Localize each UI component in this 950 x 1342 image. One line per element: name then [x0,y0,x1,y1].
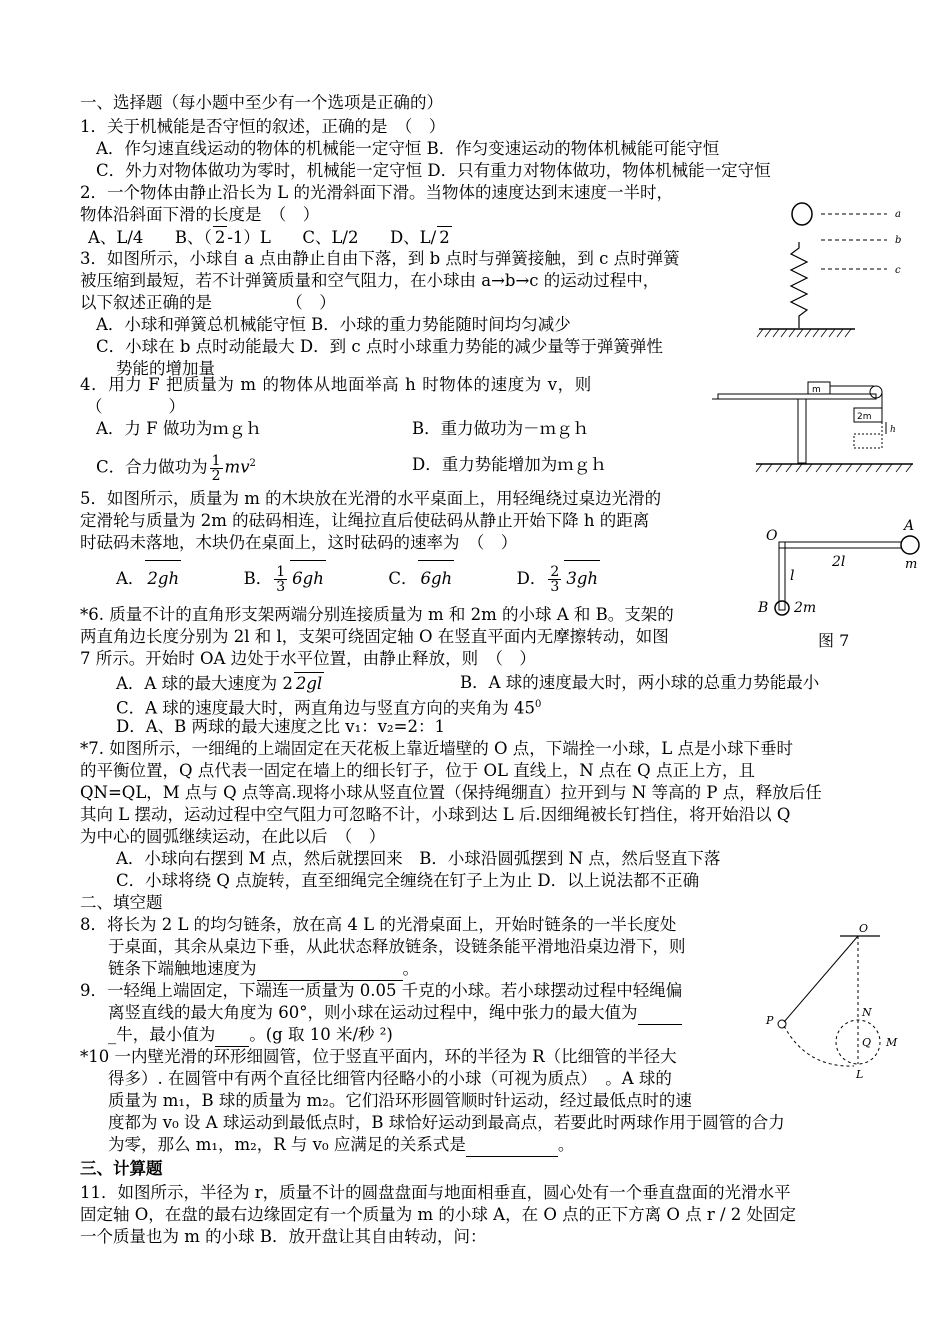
q6-fig-label-b: B [758,600,769,616]
section-heading-choice: 一、选择题（每小题中至少有一个选项是正确的） [80,93,443,112]
q6-bracket-figure [752,514,932,664]
q9-min-blank [215,1024,249,1047]
q4-frac-num: 1 [211,452,221,469]
q4-stem-line2: （ ） [86,397,185,416]
q7-options-ab: A．小球向右摆到 M 点，然后就摆回来 B．小球沿圆弧摆到 N 点，然后竖直下落 [116,849,721,868]
q10-stem-line2: 得多）. 在圆管中有两个直径比细管内径略小的小球（可视为质点） 。A 球的 [108,1069,672,1088]
q4-stem-line1: 4．用力 F 把质量为 m 的物体从地面举高 h 时物体的速度为 v，则 [80,375,592,394]
q5-fig-label-m: m [812,385,821,395]
q6-stem-line2: 两直角边长度分别为 2l 和 l，支架可绕固定轴 O 在竖直平面内无摩擦转动，如图 [80,627,669,646]
q5-d-den: 3 [550,579,560,595]
q2-stem-line1: 2．一个物体由静止沿长为 L 的光滑斜面下滑。当物体的速度达到末速度一半时， [80,183,673,202]
q6-stem-line3: 7 所示。开始时 OA 边处于水平位置，由静止释放，则 （ ） [80,649,536,668]
q5-stem-line3: 时砝码未落地，木块仍在桌面上，这时砝码的速率为 （ ） [80,533,518,552]
q6-fig-label-m: m [905,557,918,572]
q5-option-a: A． [116,569,145,588]
q8-stem-line3-text: 链条下端触地速度为 [108,959,257,978]
q5-option-b-sqrt: 6gh [290,560,326,597]
q1-stem: 1．关于机械能是否守恒的叙述，正确的是 （ ） [80,117,446,136]
q5-options [116,560,600,597]
q6-option-a [116,672,324,695]
q9-stem-line3 [108,1024,393,1047]
q5-option-d-sqrt: 3gh [564,560,600,597]
q10-stem-line5-text: 为零，那么 m₁，m₂，R 与 v₀ 应满足的关系式是 [108,1135,466,1154]
q6-fig-label-l: l [790,568,795,584]
q6-option-c-text: C．A 球的速度最大时，两直角边与竖直方向的夹角为 45 [116,698,536,718]
q4-fraction [210,454,223,483]
q8-stem-line3 [108,958,419,981]
q7-stem-line4: 其向 L 摆动，运动过程中空气阻力可忽略不计，小球到达 L 后.因细绳被长钉挡住，将开始沿以 Q [80,805,791,824]
q5-option-c: C． [388,569,418,588]
q5-b-den: 3 [276,579,286,595]
q3-option-d-cont: 势能的增加量 [116,359,215,378]
q2-stem-line2: 物体沿斜面下滑的长度是 （ ） [80,205,320,224]
q7-stem-line5: 为中心的圆弧继续运动，在此以后 （ ） [80,827,386,846]
q11-stem-line2: 固定轴 O，在盘的最右边缘固定有一个质量为 m 的小球 A，在 O 点的正下方离 O 点 r / 2 处固定 [80,1205,797,1224]
q7-fig-label-m: M [886,1036,898,1049]
q5-option-b: B． [243,569,273,588]
q8-answer-blank [257,958,403,981]
q4-option-b: B．重力做功为－ｍｇｈ [412,419,590,438]
q5-option-a-sqrt: 2gh [145,560,181,597]
q2-sqrt-d: 2 [439,228,450,247]
q1-options-cd: C．外力对物体做功为零时，机械能一定守恒 D．只有重力对物体做功，物体机械能一定守恒 [96,161,771,180]
q9-stem-line2-text: 离竖直线的最大角度为 60°，则小球在运动过程中，绳中张力的最大值为 [108,1003,638,1022]
q9-max-blank [638,1002,682,1025]
q6-option-c-sup: 0 [535,699,542,710]
q9-stem-line2 [108,1002,682,1025]
q6-option-d: D．A、B 两球的最大速度之比 v₁：v₂=2：1 [116,717,445,736]
q7-fig-label-q: Q [862,1036,872,1049]
q3-fig-label-a: a [895,209,901,220]
q7-fig-label-p: P [766,1014,774,1027]
q6-fig-caption: 图 7 [818,631,850,650]
q4-expr: mv [224,457,250,477]
q6-option-a-sqrt: 2gl [295,674,323,693]
q11-stem-line3: 一个质量也为 m 的小球 B．放开盘让其自由转动，问： [80,1227,487,1246]
q3-options-ab: A．小球和弹簧总机械能守恒 B．小球的重力势能随时间均匀减少 [96,315,571,334]
q10-stem-line1: *10 一内壁光滑的环形细圆管，位于竖直平面内，环的半径为 R（比细管的半径大 [80,1047,677,1066]
q4-frac-den: 2 [211,467,221,484]
q3-stem-line1: 3．如图所示，小球自 a 点由静止自由下落，到 b 点时与弹簧接触，到 c 点时弹簧 [80,249,680,268]
q6-option-a-text: A．A 球的最大速度为 2 [116,674,293,693]
q5-option-d: D． [516,569,547,588]
q4-option-a: A．力 F 做功为ｍｇｈ [96,419,262,438]
q9-stem-line3-a: _牛，最小值为 [108,1025,216,1044]
q8-stem-line1: 8．将长为 2 L 的均匀链条，放在高 4 L 的光滑桌面上，开始时链条的一半长度处 [80,915,677,934]
q5-d-num: 2 [550,564,560,580]
q7-fig-label-l: L [856,1068,864,1078]
q5-stem-line2: 定滑轮与质量为 2m 的砝码相连，让绳拉直后使砝码从静止开始下降 h 的距离 [80,511,650,530]
q7-fig-label-o: O [859,922,869,935]
q10-answer-blank [466,1134,558,1157]
q7-options-cd: C．小球将绕 Q 点旋转，直至细绳完全缠绕在钉子上为止 D．以上说法都不正确 [116,871,700,890]
q2-option-c: C、L/2 [302,228,359,247]
q3-fig-label-c: c [895,265,901,276]
q5-stem-line1: 5．如图所示，质量为 m 的木块放在光滑的水平桌面上，用轻绳绕过桌边光滑的 [80,489,662,508]
q2-option-b-prefix: B、（ [174,228,212,247]
q9-stem-line1: 9．一轻绳上端固定，下端连一质量为 0.05 千克的小球。若小球摆动过程中轻绳偏 [80,981,683,1000]
q5-d-fraction [548,565,561,594]
q3-fig-label-b: b [895,235,902,246]
q2-options [88,226,452,249]
q3-stem-line2: 被压缩到最短，若不计弹簧质量和空气阻力，在小球由 a→b→c 的运动过程中， [80,271,660,290]
q5-b-fraction [274,565,287,594]
q7-stem-line3: QN=QL，M 点与 Q 点等高.现将小球从竖直位置（保持绳绷直）拉开到与 N 等高的 P 点，释放后任 [80,783,822,802]
q8-stem-line3-end: 。 [402,959,419,978]
q10-stem-line5 [108,1134,574,1157]
q2-option-a: A、L/4 [88,228,144,247]
q7-stem-line1: *7. 如图所示，一细绳的上端固定在天花板上靠近墙壁的 O 点，下端拴一小球，L 点是小球下垂时 [80,739,793,758]
q5-fig-label-2m: 2m [857,412,872,422]
q3-spring-figure [755,196,925,346]
q7-stem-line2: 的平衡位置，Q 点代表一固定在墙上的细长钉子，位于 OL 直线上，N 点在 Q 点正上方，且 [80,761,755,780]
q5-b-num: 1 [276,564,286,580]
q5-table-pulley-figure [708,370,923,480]
q1-options-ab: A．作匀速直线运动的物体的机械能一定守恒 B．作匀变速运动的物体机械能可能守恒 [96,139,720,158]
q3-options-cd: C．小球在 b 点时动能最大 D．到 c 点时小球重力势能的减少量等于弹簧弹性 [96,337,663,356]
q5-fig-label-h: h [890,425,896,435]
q2-option-d: D、L/ [389,228,437,247]
q7-fig-label-n: N [862,1006,872,1019]
q10-stem-line5-end: 。 [557,1135,575,1154]
q7-pendulum-figure [762,918,922,1078]
q6-fig-label-2m: 2m [794,600,817,616]
q2-sqrt: 2 [214,228,226,247]
q8-stem-line2: 于桌面，其余从桌边下垂，从此状态释放链条，设链条能平滑地沿桌边滑下，则 [108,937,686,956]
section-heading-calc: 三、计算题 [80,1159,163,1178]
q10-stem-line3: 质量为 m₁，B 球的质量为 m₂。它们沿环形圆管顺时针运动，经过最低点时的速 [108,1091,692,1110]
q2-option-b-suffix: -1）L [227,228,271,247]
q11-stem-line1: 11．如图所示，半径为 r，质量不计的圆盘盘面与地面相垂直，圆心处有一个垂直盘面的光滑水平 [80,1183,791,1202]
q3-stem-line3: 以下叙述正确的是 （ ） [80,293,336,312]
q4-option-c: C．合力做功为 $\frac{1}{2}$ $mv^2$ [96,452,256,484]
q10-stem-line4: 度都为 v₀ 设 A 球运动到最低点时，B 球恰好运动到最高点，若要此时两球作用于圆管的合力 [108,1113,785,1132]
q6-stem-line1: *6. 质量不计的直角形支架两端分别连接质量为 m 和 2m 的小球 A 和 B。支架的 [80,605,674,624]
q6-fig-label-o: O [766,528,778,544]
section-heading-fill: 二、填空题 [80,893,163,912]
q6-fig-label-a: A [904,518,915,534]
q6-option-b: B．A 球的速度最大时，两小球的总重力势能最小 [460,673,820,692]
q4-option-c-label: C．合力做功为 [96,457,208,477]
q4-option-d: D．重力势能增加为ｍｇｈ [412,455,607,474]
q5-option-c-sqrt: 6gh [418,560,454,597]
q6-fig-label-2l: 2l [832,554,846,570]
q9-stem-line3-b: 。(g 取 10 米/秒 ²) [249,1025,393,1044]
